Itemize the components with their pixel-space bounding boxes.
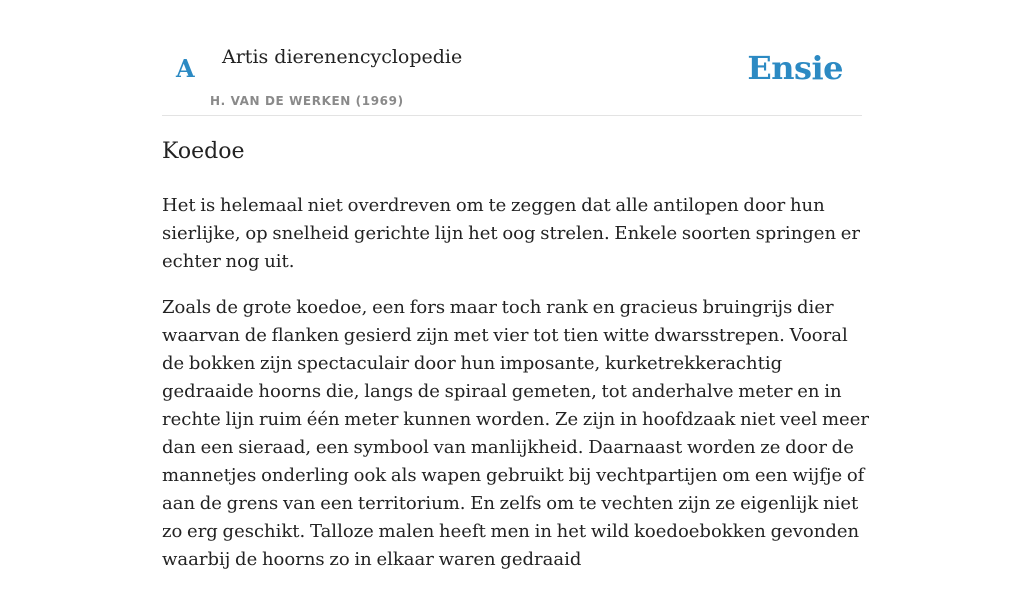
- ensie-logo[interactable]: Ensie: [747, 49, 843, 87]
- letter-index-link[interactable]: A: [176, 54, 195, 83]
- article-title: Koedoe: [162, 139, 245, 164]
- article-paragraph: Het is helemaal niet overdreven om te zeggen dat alle antilopen door hun sierlijke, op snelheid gerichte lijn het oog strelen. Enkele soorten springen er echter nog uit.: [162, 195, 861, 272]
- article-body: [162, 192, 874, 592]
- book-author: H. VAN DE WERKEN (1969): [210, 94, 404, 108]
- book-title-link[interactable]: Artis dierenencyclopedie: [222, 46, 463, 68]
- book-header: [162, 40, 862, 116]
- article-paragraph: Zoals de grote koedoe, een fors maar toch rank en gracieus bruingrijs dier waarvan de flanken gesierd zijn met vier tot tien witte dwarsstrepen. Vooral de bokken zijn spectaculair door hun imposante, kurketrekkerachtig gedraaide hoorns die, langs de spiraal gemeten, tot anderhalve meter en in rechte lijn ruim één meter kunnen worden. Ze zijn in hoofdzaak niet veel meer dan een sieraad, een symbool van manlijkheid. Daarnaast worden ze door de mannetjes onderling ook als wapen gebruikt bij vechtpartijen om een wijfje of aan de grens van een territorium. En zelfs om te vechten zijn ze eigenlijk niet zo erg geschikt. Talloze malen heeft men in het wild koedoebokken gevonden waarbij de hoorns zo in elkaar waren gedraaid: [162, 297, 869, 570]
